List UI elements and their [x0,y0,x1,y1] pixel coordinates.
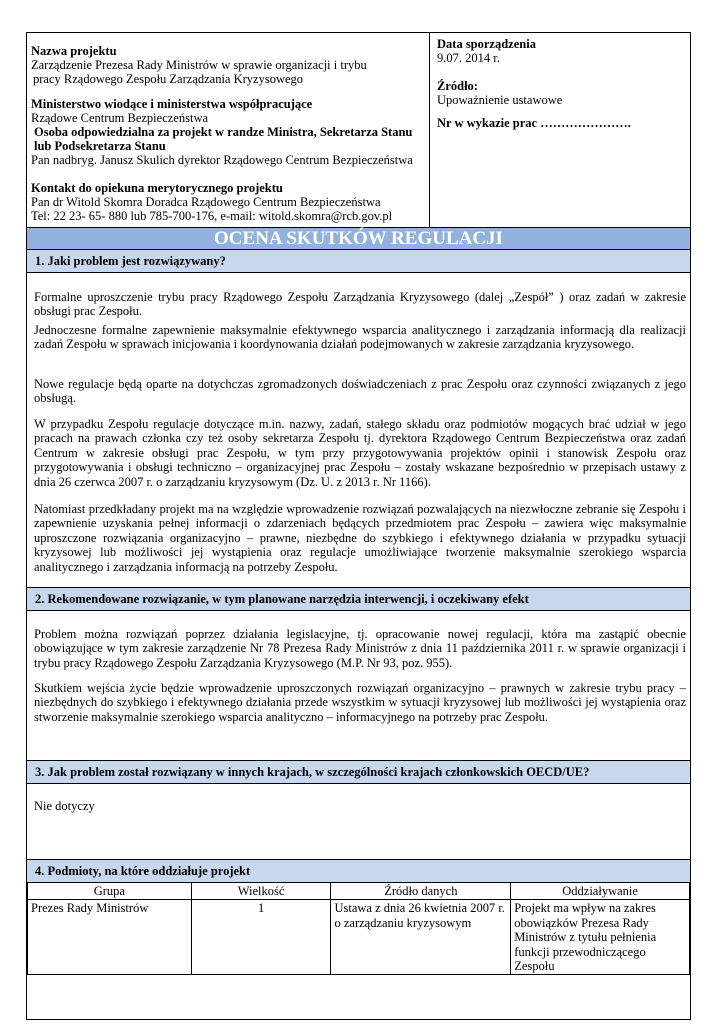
table-header-row [28,883,690,900]
table-row [28,900,690,975]
project-name-line-2: pracy Rządowego Zespołu Zarządzania Kryzysowego [33,72,304,86]
section-4-title: 4. Podmioty, na które oddziałuje projekt [35,864,251,878]
project-name-label: Nazwa projektu [31,44,117,58]
ministries-label: Ministerstwo wiodące i ministerstwa współpracujące [31,97,313,111]
column-header-impact: Oddziaływanie [511,883,690,900]
section-2-title: 2. Rekomendowane rozwiązanie, w tym planowane narzędzia interwencji, i oczekiwany efekt [35,592,529,606]
section-3-header [27,760,690,784]
s1-paragraph-5: Natomiast przedkładany projekt ma na względzie wprowadzenie rozwiązań pozwalających na niezwłoczne zebranie się Zespołu i zapewnienie uzyskania pełnej informacji o zdarzeniach będących przedmiotem prac Zespołu – zawiera więc maksymalnie uproszczone rozwiązania organizacyjno – prawne, niezbędne do szybkiego i efektywnego działania w przypadku sytuacji kryzysowej lub możliwości jej wystąpienia oraz regulacje umożliwiające tworzenie maksymalnie szerokiego wsparcia analitycznego i zarządzania informacją na potrzeby Zespołu. [34,502,686,574]
responsible-label-line-2: lub Podsekretarza Stanu [34,139,166,153]
column-header-size: Wielkość [191,883,331,900]
contact-label: Kontakt do opiekuna merytorycznego projektu [31,181,283,195]
contact-line-2: Tel: 22 23- 65- 880 lub 785-700-176, e-mail: witold.skomra@rcb.gov.pl [31,209,393,223]
cell-size: 1 [191,900,331,975]
header-right-cell [430,33,690,227]
column-header-group: Grupa [28,883,192,900]
s2-paragraph-1: Problem można rozwiązań poprzez działania legislacyjne, tj. opracowanie nowej regulacji, która ma zastąpić obecnie obowiązujące w tym zakresie zarządzenie Nr 78 Prezesa Rady Ministrów z dnia 11 października 2011 r. w sprawie organizacji i trybu pracy Rządowego Zespołu Zarządzania Kryzysowego (M.P. Nr 93, poz. 955). [34,627,686,670]
project-name-line-1: Zarządzenie Prezesa Rady Ministrów w sprawie organizacji i trybu [31,58,367,72]
section-1-header [27,249,690,273]
header-left-cell [27,33,430,227]
source-value: Upoważnienie ustawowe [437,93,563,107]
s2-paragraph-2: Skutkiem wejścia życie będzie wprowadzenie uproszczonych rozwiązań organizacyjno – prawnych w zakresie trybu pracy – niezbędnych do szybkiego i efektywnego działania przede wszystkim w sytuacji kryzysowej lub możliwości jej wystąpienia oraz stworzenie maksymalnie szerokiego wsparcia analityczno – informacyjnego na potrzeby prac Zespołu. [34,681,686,724]
regulation-assessment-banner: OCENA SKUTKÓW REGULACJI [27,227,690,251]
s1-paragraph-4: W przypadku Zespołu regulacje dotyczące m.in. nazwy, zadań, stałego składu oraz podmiotów mogących brać udział w jego pracach na prawach członka czy też osoby sekretarza Zespołu tj. dyrektora Rządowego Centrum Bezpieczeństwa oraz zadań Centrum w zakresie obsługi prac Zespołu, w tym przy przygotowywania projektów opinii i stanowisk Zespołu oraz przygotowywania i obsługi techniczno – organizacyjnej prac Zespołu – zostały wskazane bezpośrednio w przepisach ustawy z dnia 26 czerwca 2007 r. o zarządzaniu kryzysowym (Dz. U. z 2013 r. Nr 1166). [34,417,686,489]
contact-line-1: Pan dr Witold Skomra Doradca Rządowego Centrum Bezpieczeństwa [31,195,381,209]
document-frame [26,32,691,1020]
s1-paragraph-2: Jednoczesne formalne zapewnienie maksymalnie efektywnego wsparcia analitycznego i zarządzania informacją dla realizacji zadań Zespołu w sprawach inicjowania i koordynowania działań podejmowanych w zakresie zarządzania kryzysowego. [34,323,686,352]
cell-data-source: Ustawa z dnia 26 kwietnia 2007 r. o zarządzaniu kryzysowym [331,900,511,975]
affected-parties-table [27,882,690,975]
responsible-value: Pan nadbryg. Janusz Skulich dyrektor Rządowego Centrum Bezpieczeństwa [31,153,413,167]
column-header-data-source: Źródło danych [331,883,511,900]
date-value: 9.07. 2014 r. [437,51,500,65]
section-1-title: 1. Jaki problem jest rozwiązywany? [35,254,226,268]
source-label: Źródło: [437,79,478,93]
s1-paragraph-1: Formalne uproszczenie trybu pracy Rządowego Zespołu Zarządzania Kryzysowego (dalej „Zespół” ) oraz zadań w zakresie obsługi prac Zespołu. [34,290,686,319]
date-label: Data sporządzenia [437,37,536,51]
cell-group: Prezes Rady Ministrów [28,900,192,975]
s1-paragraph-3: Nowe regulacje będą oparte na dotychczas zgromadzonych doświadczeniach z prac Zespołu oraz czynności związanych z jego obsługą. [34,377,686,406]
section-3-title: 3. Jak problem został rozwiązany w innych krajach, w szczególności krajach członkowskich OECD/UE? [35,765,590,779]
ministries-value: Rządowe Centrum Bezpieczeństwa [31,111,209,125]
work-list-label: Nr w wykazie prac …………………. [437,116,631,130]
document-page [26,32,691,1018]
section-4-header [27,859,690,883]
section-2-header [27,587,690,611]
s3-text: Nie dotyczy [34,799,95,813]
cell-impact: Projekt ma wpływ na zakres obowiązków Prezesa Rady Ministrów z tytułu pełnienia funkcji przewodniczącego Zespołu [511,900,690,975]
responsible-label-line-1: Osoba odpowiedzialna za projekt w randze Ministra, Sekretarza Stanu [34,125,413,139]
